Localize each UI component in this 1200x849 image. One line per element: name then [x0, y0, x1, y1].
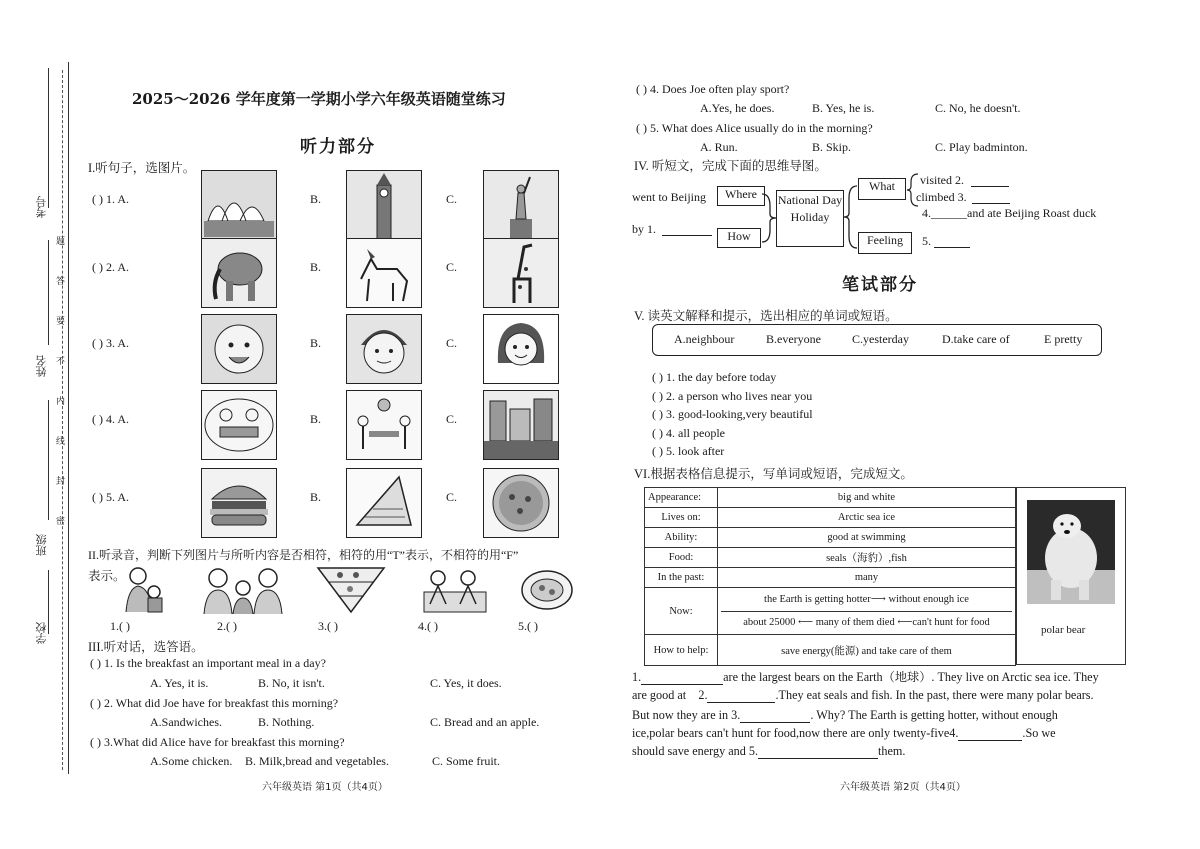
part2-blank-2[interactable]: 2.( )	[217, 619, 237, 633]
table-value: seals（海豹）,fish	[718, 548, 1016, 568]
part1-item-4-picture-b[interactable]	[346, 390, 422, 460]
table-value: many	[718, 568, 1016, 588]
elephant-icon	[202, 239, 276, 307]
part2-heading-cont: 表示。	[88, 569, 126, 583]
table-row	[645, 488, 1016, 508]
table-label: Food:	[645, 548, 718, 568]
part3-q4-a[interactable]: A.Yes, he does.	[700, 101, 775, 115]
part3-q1-a[interactable]: A. Yes, it is.	[150, 676, 209, 690]
part1-item-3-picture-b[interactable]	[346, 314, 422, 384]
polar-bear-photo	[1027, 500, 1115, 604]
part3-q4: ( ) 4. Does Joe often play sport?	[636, 82, 790, 96]
mindmap-blank-2[interactable]	[971, 174, 1009, 187]
part5-item-3[interactable]: ( ) 3. good-looking,very beautiful	[652, 407, 813, 421]
part1-item-4-option-b: B.	[310, 412, 322, 426]
gutter-number-line	[48, 68, 49, 208]
part1-item-2[interactable]: ( ) 2. A.	[92, 260, 129, 274]
seal-char: 要	[56, 317, 66, 327]
part4-heading: IV. 听短文，完成下面的思维导图。	[634, 159, 827, 173]
part1-item-5-picture-c[interactable]	[483, 468, 559, 538]
passage-blank-5[interactable]	[758, 746, 878, 759]
part3-q1: ( ) 1. Is the breakfast an important meal in a day?	[90, 656, 326, 670]
table-label: How to help:	[645, 635, 718, 666]
part3-q4-c[interactable]: C. No, he doesn't.	[935, 101, 1021, 115]
seal-char: 线	[56, 437, 66, 447]
city-street-icon	[484, 391, 558, 459]
seal-char: 答	[56, 277, 66, 287]
mindmap-by: by 1.	[632, 222, 656, 236]
passage-line-5	[632, 744, 905, 759]
part3-q3: ( ) 3.What did Alice have for breakfast this morning?	[90, 735, 345, 749]
part1-item-3-picture-c[interactable]	[483, 314, 559, 384]
photo-caption: polar bear	[1041, 624, 1086, 636]
mindmap-visited: visited 2.	[920, 173, 964, 187]
table-row	[645, 568, 1016, 588]
mindmap-went: went to Beijing	[632, 190, 706, 204]
statue-of-liberty-icon	[484, 171, 558, 239]
mindmap-how: How	[717, 228, 761, 248]
part2-heading: II.听录音，判断下列图片与所听内容是否相符，相符的用“T”表示，不相符的用“F”	[88, 548, 519, 562]
part5-item-2[interactable]: ( ) 2. a person who lives near you	[652, 389, 813, 403]
part5-item-5[interactable]: ( ) 5. look after	[652, 444, 725, 458]
table-label: In the past:	[645, 568, 718, 588]
mother-child-icon	[118, 564, 168, 614]
mindmap-ate: 4.______and ate Beijing Roast duck	[922, 206, 1097, 220]
part2-picture-2	[198, 564, 288, 614]
table-row	[645, 508, 1016, 528]
passage-text: But now they are in 3.	[632, 708, 741, 722]
part1-item-5-option-b: B.	[310, 490, 322, 504]
part3-q5-c[interactable]: C. Play badminton.	[935, 140, 1028, 154]
food-pyramid-icon	[316, 566, 386, 614]
part1-item-4[interactable]: ( ) 4. A.	[92, 412, 129, 426]
passage-num-1: 1.	[632, 670, 642, 684]
table-row	[645, 528, 1016, 548]
now-line-1: the Earth is getting hotter⟶ without enough ice	[764, 593, 969, 605]
part1-item-1-option-c: C.	[446, 192, 458, 206]
passage-text: are the largest bears on the Earth（地球）. They live on Arctic sea ice. They	[723, 670, 1099, 684]
passage-text: should save energy and 5.	[632, 744, 759, 758]
writing-heading: 笔试部分	[842, 275, 918, 295]
passage-text: them.	[878, 744, 906, 758]
seal-char: 封	[56, 477, 66, 487]
part1-item-1-picture-c[interactable]	[483, 170, 559, 240]
table-label: Lives on:	[645, 508, 718, 528]
giraffe-icon	[484, 239, 558, 307]
passage-num-2: 2.	[689, 688, 708, 702]
seal-char: 密	[56, 517, 66, 527]
boy-face-icon	[347, 315, 421, 383]
part5-item-4[interactable]: ( ) 4. all people	[652, 426, 725, 440]
passage-blank-4[interactable]	[958, 728, 1022, 741]
part3-q3-a[interactable]: A.Some chicken.	[150, 754, 233, 768]
table-value: Arctic sea ice	[718, 508, 1016, 528]
polar-bear-icon	[1027, 500, 1115, 604]
part1-item-2-picture-b[interactable]	[346, 238, 422, 308]
part5-item-1[interactable]: ( ) 1. the day before today	[652, 370, 777, 384]
mindmap-feeling: Feeling	[858, 232, 912, 254]
part1-item-2-picture-a[interactable]	[201, 238, 277, 308]
passage-text: are good at	[632, 688, 687, 702]
sandwich-icon	[347, 469, 421, 537]
pizza-icon	[484, 469, 558, 537]
part1-item-4-option-c: C.	[446, 412, 458, 426]
passage-text: .They eat seals and fish. In the past, there were many polar bears.	[775, 688, 1094, 702]
passage-line-3	[632, 708, 1058, 723]
part1-item-3-option-c: C.	[446, 336, 458, 350]
gutter-label-class: 班级	[35, 534, 48, 556]
seal-char: 题	[56, 237, 66, 247]
mindmap-blank-5[interactable]	[934, 235, 970, 248]
part5-option-c: C.yesterday	[852, 332, 909, 346]
part3-q2-a[interactable]: A.Sandwiches.	[150, 715, 222, 729]
part3-q1-b[interactable]: B. No, it isn't.	[258, 676, 325, 690]
footer-right: 六年级英语 第2页（共4页）	[840, 782, 966, 793]
part3-q4-b[interactable]: B. Yes, he is.	[812, 101, 875, 115]
kids-table-icon	[347, 391, 421, 459]
part1-item-1-picture-a[interactable]	[201, 170, 277, 240]
part2-picture-4	[420, 564, 490, 614]
part3-q5-a[interactable]: A. Run.	[700, 140, 738, 154]
mindmap-blank-3[interactable]	[972, 191, 1010, 204]
gutter-label-number: 考号	[35, 196, 48, 218]
part1-item-5-picture-a[interactable]	[201, 468, 277, 538]
part2-blank-5[interactable]: 5.( )	[518, 619, 538, 633]
part1-item-2-picture-c[interactable]	[483, 238, 559, 308]
table-value-now	[718, 588, 1016, 635]
passage-text: ice,polar bears can't hunt for food,now there are only twenty-five4.	[632, 726, 959, 740]
table-row	[645, 635, 1016, 666]
big-ben-icon	[347, 171, 421, 239]
plate-food-icon	[520, 568, 574, 612]
passage-blank-3[interactable]	[740, 710, 810, 723]
mindmap-blank-1[interactable]	[662, 223, 712, 236]
part3-q5-b[interactable]: B. Skip.	[812, 140, 852, 154]
passage-blank-1[interactable]	[641, 672, 723, 685]
part1-item-1-picture-b[interactable]	[346, 170, 422, 240]
part1-heading: I.听句子，选图片。	[88, 161, 196, 175]
part3-q2-c[interactable]: C. Bread and an apple.	[430, 715, 540, 729]
hamburger-icon	[202, 469, 276, 537]
polar-bear-table	[644, 487, 1016, 666]
table-value: good at swimming	[718, 528, 1016, 548]
mindmap-center: National Day Holiday	[776, 190, 844, 247]
part2-blank-1[interactable]: 1.( )	[110, 619, 130, 633]
part3-heading: III.听对话，选答语。	[88, 640, 204, 654]
table-label: Now:	[645, 588, 718, 635]
footer-left: 六年级英语 第1页（共4页）	[262, 782, 388, 793]
mindmap-what: What	[858, 178, 906, 200]
page-title: 2025～2026 学年度第一学期小学六年级英语随堂练习	[132, 90, 506, 108]
part1-item-1[interactable]: ( ) 1. A.	[92, 192, 129, 206]
part1-item-5[interactable]: ( ) 5. A.	[92, 490, 129, 504]
part3-q5: ( ) 5. What does Alice usually do in the morning?	[636, 121, 873, 135]
part3-q3-c[interactable]: C. Some fruit.	[432, 754, 500, 768]
gutter-label-school: 学校	[35, 622, 48, 644]
passage-line-1	[632, 668, 1099, 685]
seal-char: 不	[56, 357, 66, 367]
gutter-class-line	[48, 400, 49, 520]
passage-text: .So we	[1022, 726, 1056, 740]
part2-picture-5	[520, 568, 574, 612]
opera-house-icon	[202, 171, 276, 239]
part3-q3-b[interactable]: B. Milk,bread and vegetables.	[245, 754, 389, 768]
table-value: save energy(能源) and take care of them	[718, 635, 1016, 666]
part1-item-3-option-b: B.	[310, 336, 322, 350]
passage-blank-2[interactable]	[707, 690, 775, 703]
table-label: Appearance:	[645, 488, 718, 508]
part5-option-b: B.everyone	[766, 332, 821, 346]
table-row	[645, 548, 1016, 568]
listening-heading: 听力部分	[300, 137, 376, 157]
part1-item-4-picture-c[interactable]	[483, 390, 559, 460]
gutter-seal-text	[56, 222, 65, 542]
kids-playing-icon	[420, 564, 490, 614]
seal-char: 内	[56, 397, 66, 407]
photo-panel	[1016, 487, 1126, 665]
part5-option-a: A.neighbour	[674, 332, 735, 346]
part1-item-1-option-b: B.	[310, 192, 322, 206]
part2-blank-4[interactable]: 4.( )	[418, 619, 438, 633]
mindmap-five: 5.	[922, 234, 931, 248]
table-row	[645, 588, 1016, 635]
part1-item-3-picture-a[interactable]	[201, 314, 277, 384]
part5-option-e: E pretty	[1044, 332, 1083, 346]
part1-item-2-option-c: C.	[446, 260, 458, 274]
part1-item-5-picture-b[interactable]	[346, 468, 422, 538]
gutter-label-name: 姓名	[35, 355, 48, 377]
passage-line-2	[632, 688, 1094, 703]
part1-item-4-picture-a[interactable]	[201, 390, 277, 460]
gutter-name-line	[48, 240, 49, 345]
passage-text: . Why? The Earth is getting hotter, without enough	[810, 708, 1058, 722]
mindmap-right-brace	[843, 180, 859, 254]
part3-q2-b[interactable]: B. Nothing.	[258, 715, 315, 729]
part6-heading: VI.根据表格信息提示，写单词或短语，完成短文。	[634, 467, 913, 481]
part3-q1-c[interactable]: C. Yes, it does.	[430, 676, 502, 690]
part3-q2: ( ) 2. What did Joe have for breakfast this morning?	[90, 696, 339, 710]
part5-option-d: D.take care of	[942, 332, 1010, 346]
baby-face-icon	[202, 315, 276, 383]
table-label: Ability:	[645, 528, 718, 548]
girl-face-icon	[484, 315, 558, 383]
mindmap-climbed: climbed 3.	[916, 190, 967, 204]
part2-picture-1	[118, 564, 168, 614]
now-line-2: about 25000 ⟵ many of them died ⟵can't hunt for food	[721, 611, 1012, 634]
family-meal-icon	[202, 391, 276, 459]
wolf-icon	[347, 239, 421, 307]
part5-heading: V. 读英文解释和提示，选出相应的单词或短语。	[634, 309, 898, 323]
table-value: big and white	[718, 488, 1016, 508]
part2-picture-3	[316, 566, 386, 614]
family-icon	[198, 564, 288, 614]
passage-line-4	[632, 726, 1056, 741]
part1-item-5-option-c: C.	[446, 490, 458, 504]
part1-item-2-option-b: B.	[310, 260, 322, 274]
part2-blank-3[interactable]: 3.( )	[318, 619, 338, 633]
part1-item-3[interactable]: ( ) 3. A.	[92, 336, 129, 350]
gutter-line-outer	[68, 62, 69, 774]
mindmap-where: Where	[717, 186, 765, 206]
